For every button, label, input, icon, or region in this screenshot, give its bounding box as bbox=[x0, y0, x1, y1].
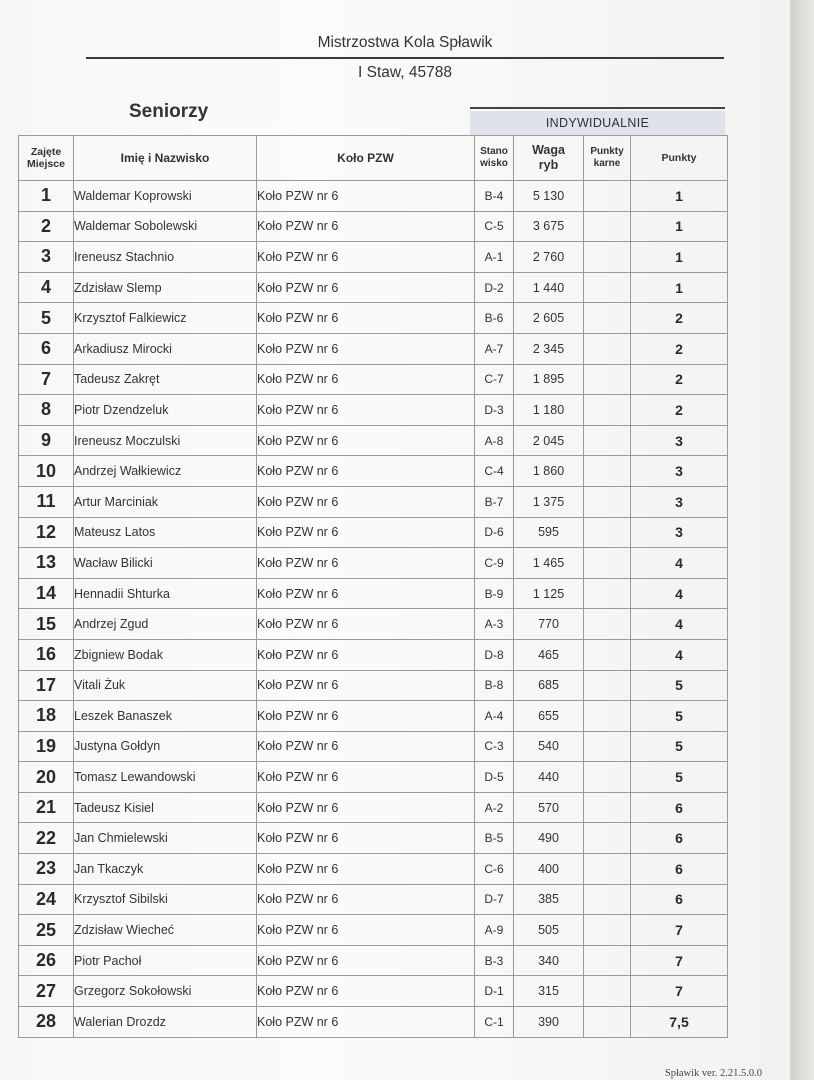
waga-cell: 385 bbox=[514, 884, 584, 915]
points-cell: 2 bbox=[631, 364, 728, 395]
karne-cell bbox=[584, 701, 631, 732]
title-divider bbox=[86, 57, 724, 59]
name-cell: Ireneusz Moczulski bbox=[74, 425, 257, 456]
waga-cell: 3 675 bbox=[514, 211, 584, 242]
stanowisko-cell: A-2 bbox=[475, 792, 514, 823]
place-cell: 22 bbox=[19, 823, 74, 854]
name-cell: Artur Marciniak bbox=[74, 486, 257, 517]
column-header-points: Punkty bbox=[631, 136, 728, 181]
column-header-name: Imię i Nazwisko bbox=[74, 136, 257, 181]
karne-cell bbox=[584, 211, 631, 242]
club-cell: Koło PZW nr 6 bbox=[257, 915, 475, 946]
waga-cell: 2 045 bbox=[514, 425, 584, 456]
table-row bbox=[19, 578, 728, 609]
table-row bbox=[19, 548, 728, 579]
club-cell: Koło PZW nr 6 bbox=[257, 486, 475, 517]
waga-cell: 340 bbox=[514, 945, 584, 976]
table-row bbox=[19, 456, 728, 487]
club-cell: Koło PZW nr 6 bbox=[257, 976, 475, 1007]
name-cell: Andrzej Wałkiewicz bbox=[74, 456, 257, 487]
page-edge-shadow bbox=[790, 0, 814, 1080]
table-header-row bbox=[19, 136, 728, 181]
name-cell: Ireneusz Stachnio bbox=[74, 242, 257, 273]
stanowisko-cell: C-7 bbox=[475, 364, 514, 395]
club-cell: Koło PZW nr 6 bbox=[257, 578, 475, 609]
place-cell: 16 bbox=[19, 639, 74, 670]
table-row bbox=[19, 395, 728, 426]
karne-cell bbox=[584, 854, 631, 885]
name-cell: Hennadii Shturka bbox=[74, 578, 257, 609]
karne-cell bbox=[584, 333, 631, 364]
waga-cell: 440 bbox=[514, 762, 584, 793]
table-row bbox=[19, 915, 728, 946]
waga-cell: 2 345 bbox=[514, 333, 584, 364]
waga-cell: 490 bbox=[514, 823, 584, 854]
waga-cell: 655 bbox=[514, 701, 584, 732]
club-cell: Koło PZW nr 6 bbox=[257, 762, 475, 793]
column-header-club: Koło PZW bbox=[257, 136, 475, 181]
karne-cell bbox=[584, 639, 631, 670]
place-cell: 17 bbox=[19, 670, 74, 701]
place-cell: 25 bbox=[19, 915, 74, 946]
club-cell: Koło PZW nr 6 bbox=[257, 181, 475, 212]
karne-cell bbox=[584, 303, 631, 334]
waga-cell: 1 180 bbox=[514, 395, 584, 426]
waga-cell: 465 bbox=[514, 639, 584, 670]
points-cell: 7 bbox=[631, 976, 728, 1007]
name-cell: Jan Chmielewski bbox=[74, 823, 257, 854]
karne-cell bbox=[584, 1007, 631, 1038]
place-cell: 28 bbox=[19, 1007, 74, 1038]
stanowisko-cell: B-8 bbox=[475, 670, 514, 701]
points-cell: 5 bbox=[631, 731, 728, 762]
points-cell: 4 bbox=[631, 609, 728, 640]
club-cell: Koło PZW nr 6 bbox=[257, 854, 475, 885]
karne-cell bbox=[584, 976, 631, 1007]
place-cell: 27 bbox=[19, 976, 74, 1007]
points-cell: 1 bbox=[631, 272, 728, 303]
club-cell: Koło PZW nr 6 bbox=[257, 456, 475, 487]
stanowisko-cell: D-1 bbox=[475, 976, 514, 1007]
place-cell: 6 bbox=[19, 333, 74, 364]
name-cell: Krzysztof Sibilski bbox=[74, 884, 257, 915]
place-cell: 18 bbox=[19, 701, 74, 732]
club-cell: Koło PZW nr 6 bbox=[257, 272, 475, 303]
points-cell: 6 bbox=[631, 884, 728, 915]
karne-cell bbox=[584, 884, 631, 915]
table-row bbox=[19, 823, 728, 854]
place-cell: 19 bbox=[19, 731, 74, 762]
club-cell: Koło PZW nr 6 bbox=[257, 242, 475, 273]
table-row bbox=[19, 517, 728, 548]
table-row bbox=[19, 639, 728, 670]
karne-cell bbox=[584, 548, 631, 579]
stanowisko-cell: D-8 bbox=[475, 639, 514, 670]
club-cell: Koło PZW nr 6 bbox=[257, 884, 475, 915]
points-cell: 3 bbox=[631, 517, 728, 548]
name-cell: Wacław Bilicki bbox=[74, 548, 257, 579]
waga-cell: 770 bbox=[514, 609, 584, 640]
club-cell: Koło PZW nr 6 bbox=[257, 548, 475, 579]
karne-cell bbox=[584, 762, 631, 793]
stanowisko-cell: C-3 bbox=[475, 731, 514, 762]
stanowisko-cell: C-5 bbox=[475, 211, 514, 242]
table-row bbox=[19, 792, 728, 823]
waga-cell: 5 130 bbox=[514, 181, 584, 212]
place-cell: 15 bbox=[19, 609, 74, 640]
karne-cell bbox=[584, 915, 631, 946]
place-cell: 10 bbox=[19, 456, 74, 487]
stanowisko-cell: B-3 bbox=[475, 945, 514, 976]
club-cell: Koło PZW nr 6 bbox=[257, 425, 475, 456]
table-row bbox=[19, 425, 728, 456]
points-cell: 3 bbox=[631, 486, 728, 517]
points-cell: 2 bbox=[631, 333, 728, 364]
version-footer: Spławik ver. 2.21.5.0.0 bbox=[664, 1068, 762, 1079]
karne-cell bbox=[584, 517, 631, 548]
column-header-place-line2: Miejsce bbox=[27, 158, 65, 170]
name-cell: Jan Tkaczyk bbox=[74, 854, 257, 885]
name-cell: Leszek Banaszek bbox=[74, 701, 257, 732]
table-row bbox=[19, 272, 728, 303]
column-header-karne bbox=[584, 136, 631, 181]
column-header-waga bbox=[514, 136, 584, 181]
place-cell: 3 bbox=[19, 242, 74, 273]
karne-cell bbox=[584, 242, 631, 273]
club-cell: Koło PZW nr 6 bbox=[257, 701, 475, 732]
club-cell: Koło PZW nr 6 bbox=[257, 670, 475, 701]
stanowisko-cell: A-8 bbox=[475, 425, 514, 456]
club-cell: Koło PZW nr 6 bbox=[257, 609, 475, 640]
name-cell: Walerian Drozdz bbox=[74, 1007, 257, 1038]
document-subtitle: I Staw, 45788 bbox=[358, 64, 452, 81]
waga-cell: 570 bbox=[514, 792, 584, 823]
stanowisko-cell: D-3 bbox=[475, 395, 514, 426]
club-cell: Koło PZW nr 6 bbox=[257, 395, 475, 426]
column-header-stanowisko-line2: wisko bbox=[480, 158, 508, 169]
waga-cell: 400 bbox=[514, 854, 584, 885]
table-row bbox=[19, 333, 728, 364]
column-header-waga-line2: ryb bbox=[538, 158, 559, 172]
name-cell: Waldemar Sobolewski bbox=[74, 211, 257, 242]
table-row bbox=[19, 731, 728, 762]
club-cell: Koło PZW nr 6 bbox=[257, 517, 475, 548]
waga-cell: 1 375 bbox=[514, 486, 584, 517]
waga-cell: 1 895 bbox=[514, 364, 584, 395]
stanowisko-cell: C-9 bbox=[475, 548, 514, 579]
place-cell: 20 bbox=[19, 762, 74, 793]
karne-cell bbox=[584, 364, 631, 395]
place-cell: 5 bbox=[19, 303, 74, 334]
name-cell: Krzysztof Falkiewicz bbox=[74, 303, 257, 334]
stanowisko-cell: B-4 bbox=[475, 181, 514, 212]
column-header-place bbox=[19, 136, 74, 181]
waga-cell: 315 bbox=[514, 976, 584, 1007]
karne-cell bbox=[584, 578, 631, 609]
points-cell: 5 bbox=[631, 670, 728, 701]
category-heading: Seniorzy bbox=[129, 101, 209, 122]
waga-cell: 2 605 bbox=[514, 303, 584, 334]
points-cell: 5 bbox=[631, 701, 728, 732]
points-cell: 4 bbox=[631, 548, 728, 579]
table-row bbox=[19, 1007, 728, 1038]
karne-cell bbox=[584, 456, 631, 487]
place-cell: 11 bbox=[19, 486, 74, 517]
table-row bbox=[19, 854, 728, 885]
name-cell: Mateusz Latos bbox=[74, 517, 257, 548]
name-cell: Grzegorz Sokołowski bbox=[74, 976, 257, 1007]
table-row bbox=[19, 976, 728, 1007]
waga-cell: 1 860 bbox=[514, 456, 584, 487]
stanowisko-cell: A-4 bbox=[475, 701, 514, 732]
place-cell: 24 bbox=[19, 884, 74, 915]
club-cell: Koło PZW nr 6 bbox=[257, 945, 475, 976]
points-cell: 2 bbox=[631, 395, 728, 426]
karne-cell bbox=[584, 731, 631, 762]
karne-cell bbox=[584, 670, 631, 701]
points-cell: 3 bbox=[631, 425, 728, 456]
stanowisko-cell: B-5 bbox=[475, 823, 514, 854]
points-cell: 4 bbox=[631, 639, 728, 670]
table-row bbox=[19, 364, 728, 395]
waga-cell: 595 bbox=[514, 517, 584, 548]
table-row bbox=[19, 609, 728, 640]
karne-cell bbox=[584, 395, 631, 426]
name-cell: Zdzisław Wiecheć bbox=[74, 915, 257, 946]
table-row bbox=[19, 486, 728, 517]
stanowisko-cell: D-7 bbox=[475, 884, 514, 915]
name-cell: Waldemar Koprowski bbox=[74, 181, 257, 212]
name-cell: Tadeusz Kisiel bbox=[74, 792, 257, 823]
waga-cell: 540 bbox=[514, 731, 584, 762]
stanowisko-cell: A-1 bbox=[475, 242, 514, 273]
points-cell: 1 bbox=[631, 242, 728, 273]
club-cell: Koło PZW nr 6 bbox=[257, 211, 475, 242]
place-cell: 26 bbox=[19, 945, 74, 976]
table-row bbox=[19, 303, 728, 334]
section-divider bbox=[470, 107, 725, 109]
club-cell: Koło PZW nr 6 bbox=[257, 792, 475, 823]
waga-cell: 1 125 bbox=[514, 578, 584, 609]
place-cell: 4 bbox=[19, 272, 74, 303]
place-cell: 14 bbox=[19, 578, 74, 609]
table-row bbox=[19, 884, 728, 915]
points-cell: 1 bbox=[631, 181, 728, 212]
name-cell: Tadeusz Zakręt bbox=[74, 364, 257, 395]
results-table bbox=[18, 135, 728, 1038]
club-cell: Koło PZW nr 6 bbox=[257, 303, 475, 334]
name-cell: Piotr Pachoł bbox=[74, 945, 257, 976]
name-cell: Vitali Żuk bbox=[74, 670, 257, 701]
place-cell: 9 bbox=[19, 425, 74, 456]
stanowisko-cell: C-6 bbox=[475, 854, 514, 885]
karne-cell bbox=[584, 792, 631, 823]
karne-cell bbox=[584, 272, 631, 303]
points-cell: 4 bbox=[631, 578, 728, 609]
section-label: INDYWIDUALNIE bbox=[470, 111, 725, 135]
stanowisko-cell: D-5 bbox=[475, 762, 514, 793]
name-cell: Arkadiusz Mirocki bbox=[74, 333, 257, 364]
name-cell: Andrzej Zgud bbox=[74, 609, 257, 640]
karne-cell bbox=[584, 945, 631, 976]
table-row bbox=[19, 670, 728, 701]
stanowisko-cell: C-4 bbox=[475, 456, 514, 487]
table-row bbox=[19, 945, 728, 976]
waga-cell: 685 bbox=[514, 670, 584, 701]
waga-cell: 390 bbox=[514, 1007, 584, 1038]
karne-cell bbox=[584, 181, 631, 212]
place-cell: 23 bbox=[19, 854, 74, 885]
name-cell: Justyna Gołdyn bbox=[74, 731, 257, 762]
points-cell: 1 bbox=[631, 211, 728, 242]
club-cell: Koło PZW nr 6 bbox=[257, 333, 475, 364]
karne-cell bbox=[584, 425, 631, 456]
points-cell: 7 bbox=[631, 945, 728, 976]
name-cell: Tomasz Lewandowski bbox=[74, 762, 257, 793]
table-row bbox=[19, 242, 728, 273]
points-cell: 3 bbox=[631, 456, 728, 487]
club-cell: Koło PZW nr 6 bbox=[257, 731, 475, 762]
column-header-waga-line1: Waga bbox=[532, 143, 565, 157]
column-header-karne-line2: karne bbox=[593, 158, 621, 169]
name-cell: Piotr Dzendzeluk bbox=[74, 395, 257, 426]
karne-cell bbox=[584, 823, 631, 854]
points-cell: 6 bbox=[631, 854, 728, 885]
table-row bbox=[19, 211, 728, 242]
place-cell: 13 bbox=[19, 548, 74, 579]
points-cell: 6 bbox=[631, 792, 728, 823]
waga-cell: 2 760 bbox=[514, 242, 584, 273]
points-cell: 7 bbox=[631, 915, 728, 946]
name-cell: Zbigniew Bodak bbox=[74, 639, 257, 670]
stanowisko-cell: A-7 bbox=[475, 333, 514, 364]
results-body bbox=[19, 181, 728, 1038]
stanowisko-cell: D-6 bbox=[475, 517, 514, 548]
place-cell: 12 bbox=[19, 517, 74, 548]
place-cell: 8 bbox=[19, 395, 74, 426]
points-cell: 2 bbox=[631, 303, 728, 334]
points-cell: 5 bbox=[631, 762, 728, 793]
waga-cell: 505 bbox=[514, 915, 584, 946]
column-header-place-line1: Zajęte bbox=[30, 146, 62, 158]
table-row bbox=[19, 181, 728, 212]
place-cell: 7 bbox=[19, 364, 74, 395]
name-cell: Zdzisław Slemp bbox=[74, 272, 257, 303]
column-header-stanowisko-line1: Stano bbox=[480, 146, 508, 157]
points-cell: 7,5 bbox=[631, 1007, 728, 1038]
stanowisko-cell: A-3 bbox=[475, 609, 514, 640]
place-cell: 2 bbox=[19, 211, 74, 242]
karne-cell bbox=[584, 486, 631, 517]
place-cell: 21 bbox=[19, 792, 74, 823]
club-cell: Koło PZW nr 6 bbox=[257, 823, 475, 854]
table-row bbox=[19, 762, 728, 793]
points-cell: 6 bbox=[631, 823, 728, 854]
stanowisko-cell: A-9 bbox=[475, 915, 514, 946]
column-header-stanowisko bbox=[475, 136, 514, 181]
karne-cell bbox=[584, 609, 631, 640]
place-cell: 1 bbox=[19, 181, 74, 212]
stanowisko-cell: B-6 bbox=[475, 303, 514, 334]
stanowisko-cell: B-7 bbox=[475, 486, 514, 517]
column-header-karne-line1: Punkty bbox=[590, 146, 624, 157]
stanowisko-cell: B-9 bbox=[475, 578, 514, 609]
club-cell: Koło PZW nr 6 bbox=[257, 1007, 475, 1038]
document-title: Mistrzostwa Kola Spławik bbox=[317, 34, 493, 51]
club-cell: Koło PZW nr 6 bbox=[257, 639, 475, 670]
club-cell: Koło PZW nr 6 bbox=[257, 364, 475, 395]
waga-cell: 1 465 bbox=[514, 548, 584, 579]
waga-cell: 1 440 bbox=[514, 272, 584, 303]
stanowisko-cell: C-1 bbox=[475, 1007, 514, 1038]
table-row bbox=[19, 701, 728, 732]
stanowisko-cell: D-2 bbox=[475, 272, 514, 303]
